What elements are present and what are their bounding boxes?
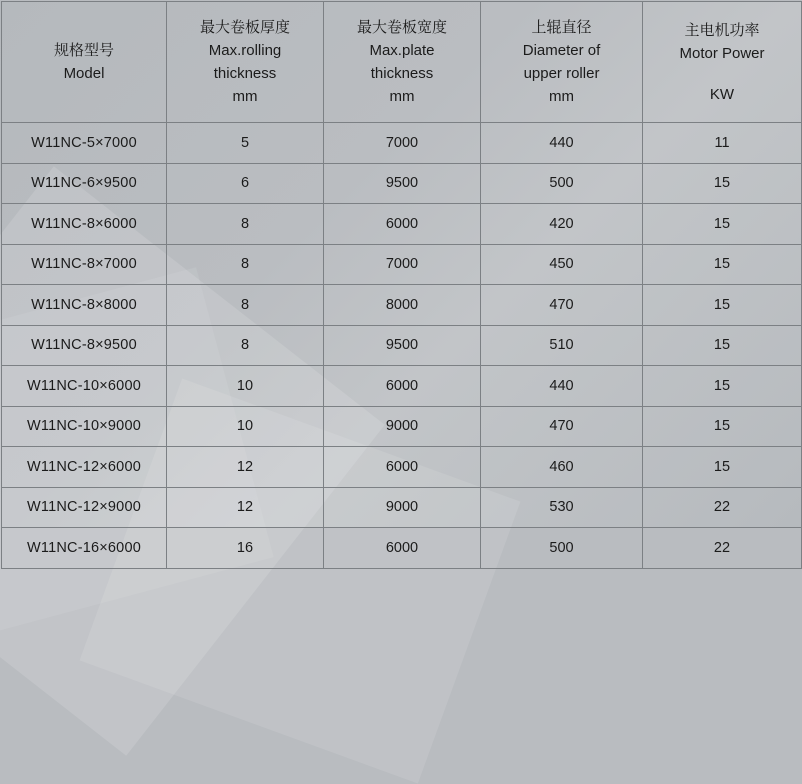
column-header-model <box>2 2 167 123</box>
header-line: KW <box>709 85 735 103</box>
cell-upper-roller-diameter: 440 <box>481 366 643 407</box>
cell-motor-power: 22 <box>643 528 802 569</box>
cell-motor-power: 15 <box>643 244 802 285</box>
table-row <box>2 528 802 569</box>
header-line: Diameter of <box>522 42 601 59</box>
table-row <box>2 163 802 204</box>
table-header-row <box>2 2 802 123</box>
cell-model: W11NC-5×7000 <box>2 123 167 164</box>
cell-model: W11NC-12×6000 <box>2 447 167 488</box>
cell-max-rolling-thickness: 16 <box>167 528 324 569</box>
cell-motor-power: 22 <box>643 487 802 528</box>
table-row <box>2 406 802 447</box>
cell-max-rolling-thickness: 12 <box>167 487 324 528</box>
header-line: 上辊直径 <box>531 19 592 36</box>
table-row <box>2 123 802 164</box>
header-line: Max.rolling <box>208 42 282 59</box>
cell-upper-roller-diameter: 460 <box>481 447 643 488</box>
table-row <box>2 366 802 407</box>
header-line: 规格型号 <box>53 42 114 59</box>
table-row <box>2 204 802 245</box>
table-row <box>2 285 802 326</box>
cell-model: W11NC-10×9000 <box>2 406 167 447</box>
cell-upper-roller-diameter: 500 <box>481 528 643 569</box>
cell-upper-roller-diameter: 450 <box>481 244 643 285</box>
cell-upper-roller-diameter: 530 <box>481 487 643 528</box>
column-header-motor-power <box>643 2 802 123</box>
cell-model: W11NC-12×9000 <box>2 487 167 528</box>
cell-max-rolling-thickness: 10 <box>167 366 324 407</box>
cell-max-plate-width: 7000 <box>324 123 481 164</box>
cell-upper-roller-diameter: 510 <box>481 325 643 366</box>
page-root <box>0 1 802 556</box>
cell-max-plate-width: 9500 <box>324 163 481 204</box>
cell-max-rolling-thickness: 6 <box>167 163 324 204</box>
header-line: 最大卷板宽度 <box>356 19 447 36</box>
table-row <box>2 487 802 528</box>
cell-model: W11NC-8×6000 <box>2 204 167 245</box>
cell-max-rolling-thickness: 8 <box>167 204 324 245</box>
cell-max-rolling-thickness: 8 <box>167 285 324 326</box>
cell-max-rolling-thickness: 10 <box>167 406 324 447</box>
cell-model: W11NC-6×9500 <box>2 163 167 204</box>
table-body <box>2 123 802 569</box>
header-line: Max.plate <box>369 42 435 59</box>
header-line: Motor Power <box>679 44 765 62</box>
table-row <box>2 447 802 488</box>
column-header-max-plate-width <box>324 2 481 123</box>
cell-model: W11NC-8×8000 <box>2 285 167 326</box>
cell-upper-roller-diameter: 420 <box>481 204 643 245</box>
cell-motor-power: 15 <box>643 447 802 488</box>
table-row <box>2 325 802 366</box>
cell-upper-roller-diameter: 500 <box>481 163 643 204</box>
header-line: Model <box>63 65 105 82</box>
cell-motor-power: 15 <box>643 204 802 245</box>
cell-upper-roller-diameter: 440 <box>481 123 643 164</box>
cell-model: W11NC-10×6000 <box>2 366 167 407</box>
specification-table <box>1 1 802 569</box>
cell-motor-power: 15 <box>643 285 802 326</box>
cell-motor-power: 15 <box>643 366 802 407</box>
table-row <box>2 244 802 285</box>
cell-max-plate-width: 6000 <box>324 366 481 407</box>
header-line: mm <box>232 88 258 105</box>
cell-max-rolling-thickness: 12 <box>167 447 324 488</box>
cell-upper-roller-diameter: 470 <box>481 406 643 447</box>
cell-max-rolling-thickness: 5 <box>167 123 324 164</box>
column-header-max-rolling-thickness <box>167 2 324 123</box>
cell-max-plate-width: 9000 <box>324 487 481 528</box>
cell-max-rolling-thickness: 8 <box>167 244 324 285</box>
header-line: mm <box>549 88 574 105</box>
cell-max-plate-width: 7000 <box>324 244 481 285</box>
cell-max-plate-width: 6000 <box>324 528 481 569</box>
column-header-upper-roller-diameter <box>481 2 643 123</box>
header-line: thickness <box>370 65 434 82</box>
cell-max-plate-width: 9000 <box>324 406 481 447</box>
cell-model: W11NC-8×7000 <box>2 244 167 285</box>
cell-max-plate-width: 9500 <box>324 325 481 366</box>
cell-max-plate-width: 6000 <box>324 204 481 245</box>
cell-max-plate-width: 8000 <box>324 285 481 326</box>
header-line: upper roller <box>523 65 600 82</box>
cell-motor-power: 15 <box>643 325 802 366</box>
cell-model: W11NC-16×6000 <box>2 528 167 569</box>
cell-max-rolling-thickness: 8 <box>167 325 324 366</box>
cell-motor-power: 15 <box>643 163 802 204</box>
header-line: thickness <box>213 65 277 82</box>
header-line: mm <box>389 88 415 105</box>
cell-model: W11NC-8×9500 <box>2 325 167 366</box>
cell-upper-roller-diameter: 470 <box>481 285 643 326</box>
cell-motor-power: 15 <box>643 406 802 447</box>
header-line: 主电机功率 <box>684 21 760 39</box>
table-header <box>2 2 802 123</box>
cell-motor-power: 11 <box>643 123 802 164</box>
header-line: 最大卷板厚度 <box>199 19 290 36</box>
cell-max-plate-width: 6000 <box>324 447 481 488</box>
